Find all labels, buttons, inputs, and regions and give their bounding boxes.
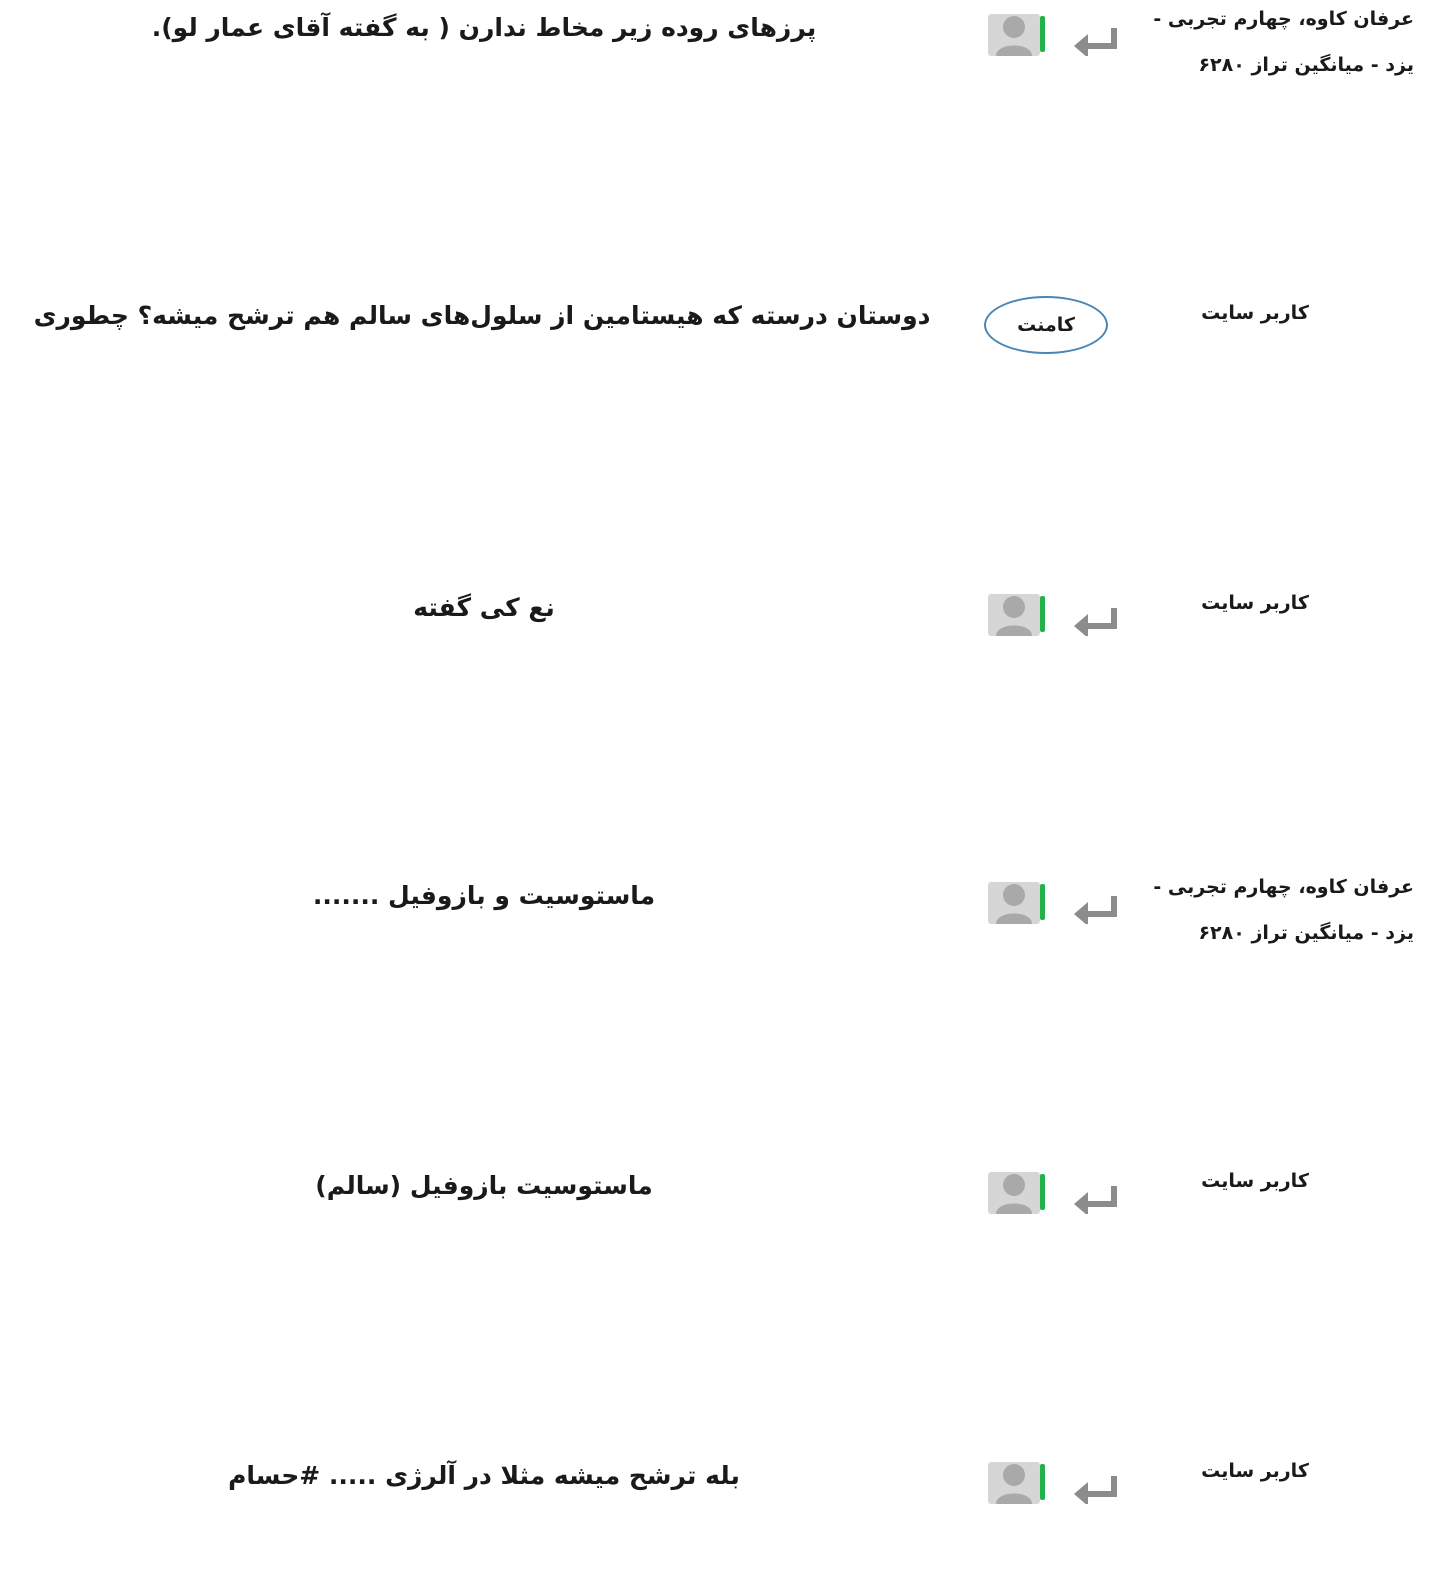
comment-author xyxy=(1154,864,1414,956)
comment-author: کاربر سایت xyxy=(1201,1460,1309,1482)
comment-row xyxy=(0,0,1432,120)
author-line: عرفان کاوه، چهارم تجربی - xyxy=(1153,8,1414,30)
comment-text: ماستوسیت و بازوفیل ....... xyxy=(312,881,656,910)
comment-row xyxy=(0,1158,1432,1278)
comment-row xyxy=(0,1448,1432,1568)
user-avatar-icon xyxy=(988,592,1052,636)
author-line: یزد - میانگین تراز ۶۲۸۰ xyxy=(1198,922,1414,944)
user-avatar-icon xyxy=(988,1170,1052,1214)
comment-row xyxy=(0,868,1432,988)
reply-arrow-icon[interactable] xyxy=(1072,1470,1120,1504)
reply-arrow-icon[interactable] xyxy=(1072,602,1120,636)
reply-arrow-icon[interactable] xyxy=(1072,890,1120,924)
comment-text: بله ترشح میشه مثلا در آلرژی ..... #حسام xyxy=(228,1461,740,1490)
user-avatar-icon xyxy=(988,1460,1052,1504)
comment-author xyxy=(1154,0,1414,88)
comment-row xyxy=(0,580,1432,700)
comment-text: پرزهای روده زیر مخاط ندارن ( به گفته آقای عمار لو). xyxy=(151,13,817,42)
comment-row xyxy=(0,290,1432,410)
reply-arrow-icon[interactable] xyxy=(1072,22,1120,56)
comment-text: دوستان درسته که هیستامین از سلول‌های سالم هم ترشح میشه؟ چطوری xyxy=(33,301,931,330)
author-line: عرفان کاوه، چهارم تجربی - xyxy=(1153,876,1414,898)
user-avatar-icon xyxy=(988,12,1052,56)
comment-button[interactable]: کامنت xyxy=(984,296,1108,354)
comment-author: کاربر سایت xyxy=(1201,302,1309,324)
author-line: یزد - میانگین تراز ۶۲۸۰ xyxy=(1198,54,1414,76)
user-avatar-icon xyxy=(988,880,1052,924)
reply-arrow-icon[interactable] xyxy=(1072,1180,1120,1214)
comment-author: کاربر سایت xyxy=(1201,592,1309,614)
comment-text: نع کی گفته xyxy=(413,593,555,622)
comment-text: ماستوسیت بازوفیل (سالم) xyxy=(315,1171,653,1200)
comment-author: کاربر سایت xyxy=(1201,1170,1309,1192)
